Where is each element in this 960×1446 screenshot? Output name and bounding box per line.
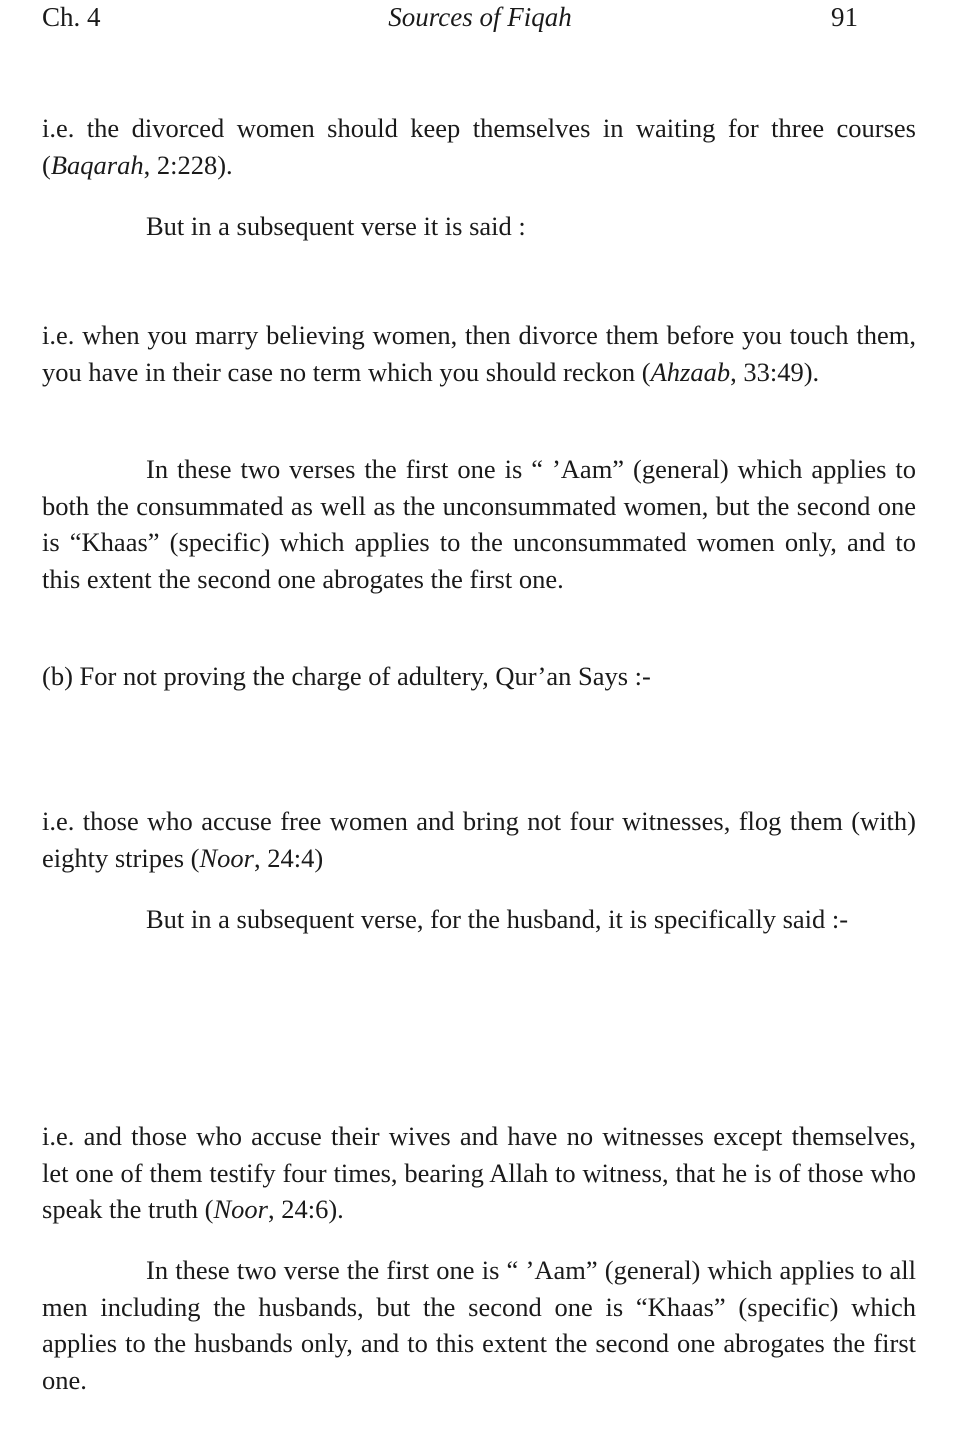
text: i.e. the divorced women should keep themselves in waiting for three courses ( (42, 113, 916, 180)
text: i.e. when you marry believing women, then divorce them before you touch them, you have in their case no term which you should reckon ( (42, 320, 916, 387)
text: , 33:49). (730, 356, 820, 387)
chapter-label: Ch. 4 (42, 2, 101, 32)
paragraph-aam-khaas-explanation-2: In these two verse the first one is “ ’Aam” (general) which applies to all men including the husbands, but the second one is “Khaas” (specific) which applies to the husbands only, and to this extent the second one abrogates the first one. (42, 1255, 916, 1395)
text: , 24:6). (267, 1194, 344, 1224)
paragraph-subsequent-verse: But in a subsequent verse it is said : (146, 211, 526, 241)
paragraph-husband-verse: But in a subsequent verse, for the husband, it is specifically said :- (146, 904, 849, 934)
page-header (42, 2, 918, 42)
paragraph-adultery-heading: (b) For not proving the charge of adultery, Qur’an Says :- (42, 661, 651, 691)
paragraph-aam-khaas-explanation-1: In these two verses the first one is “ ’Aam” (general) which applies to both the consummated as well as the unconsummated women, but the second one is “Khaas” (specific) which applies to the unconsummated women only, and to this extent the second one abrogates the first one. (42, 454, 916, 594)
surah-reference: Noor (199, 842, 254, 873)
text: , 2:228). (143, 149, 233, 180)
paragraph-noor-4-translation (42, 803, 916, 876)
running-title: Sources of Fiqah (388, 2, 572, 32)
page-number: 91 (831, 2, 858, 32)
surah-reference: Noor (213, 1194, 268, 1224)
paragraph-ahzaab-translation (42, 317, 916, 390)
text: i.e. and those who accuse their wives and have no witnesses except themselves, let one of them testify four times, bearing Allah to witness, that he is of those who speak the truth ( (42, 1121, 916, 1224)
text: , 24:4) (254, 842, 324, 873)
text: i.e. those who accuse free women and bring not four witnesses, flog them (with) eighty stripes ( (42, 806, 916, 873)
surah-reference: Baqarah (50, 149, 144, 180)
paragraph-baqarah-translation (42, 110, 916, 183)
paragraph-noor-6-translation (42, 1118, 916, 1228)
surah-reference: Ahzaab (650, 356, 731, 387)
